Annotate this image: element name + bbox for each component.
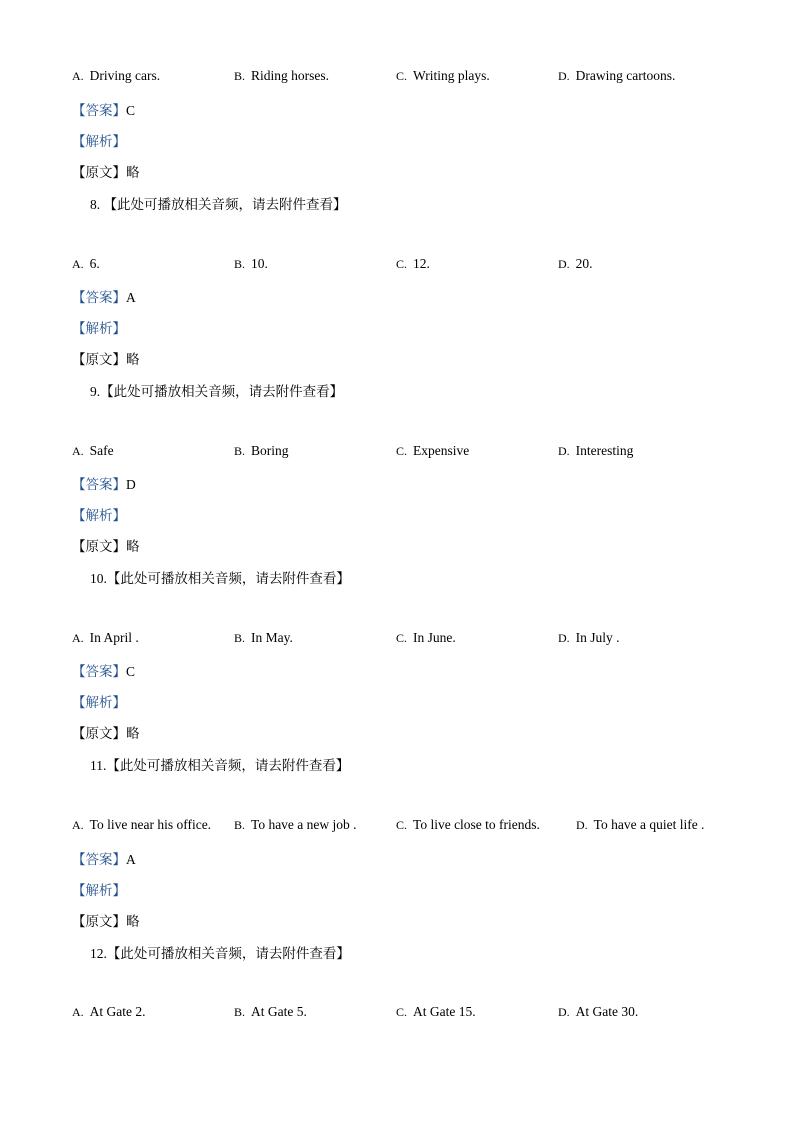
option-d: D. Drawing cartoons. <box>558 68 676 83</box>
transcript-line: 【原文】略 <box>72 539 140 554</box>
answer-line: 【答案】A <box>72 852 136 867</box>
transcript-line: 【原文】略 <box>72 352 140 367</box>
option-b: B. In May. <box>234 630 293 645</box>
answer-line: 【答案】A <box>72 290 136 305</box>
option-b: B. To have a new job . <box>234 817 357 832</box>
question-12: 12.【此处可播放相关音频，请去附件查看】 <box>90 946 350 961</box>
options-row <box>72 443 772 463</box>
analysis-line: 【解析】 <box>72 508 126 523</box>
option-a: A. At Gate 2. <box>72 1004 146 1019</box>
option-d: D. In July . <box>558 630 620 645</box>
option-c: C. To live close to friends. <box>396 817 540 832</box>
audio-note: 【此处可播放相关音频，请去附件查看】 <box>103 197 347 212</box>
transcript-line: 【原文】略 <box>72 914 140 929</box>
option-a: A. Safe <box>72 443 114 458</box>
answer-line: 【答案】C <box>72 664 136 679</box>
option-b: B. 10. <box>234 256 268 271</box>
option-c: C. Writing plays. <box>396 68 490 83</box>
option-d: D. Interesting <box>558 443 634 458</box>
analysis-line: 【解析】 <box>72 321 126 336</box>
answer-line: 【答案】C <box>72 103 136 118</box>
options-row <box>72 68 772 88</box>
analysis-line: 【解析】 <box>72 134 126 149</box>
question-10: 10.【此处可播放相关音频，请去附件查看】 <box>90 571 350 586</box>
option-c: C. Expensive <box>396 443 470 458</box>
transcript-line: 【原文】略 <box>72 726 140 741</box>
option-a: A. In April . <box>72 630 139 645</box>
option-c: C. In June. <box>396 630 456 645</box>
analysis-line: 【解析】 <box>72 883 126 898</box>
audio-note: 【此处可播放相关音频，请去附件查看】 <box>106 946 350 961</box>
audio-note: 【此处可播放相关音频，请去附件查看】 <box>106 571 350 586</box>
options-row <box>72 817 772 837</box>
option-d: D. 20. <box>558 256 593 271</box>
option-d: D. To have a quiet life . <box>576 817 705 832</box>
option-c: C. At Gate 15. <box>396 1004 476 1019</box>
question-8: 8. 【此处可播放相关音频，请去附件查看】 <box>90 197 347 212</box>
answer-line: 【答案】D <box>72 477 136 492</box>
analysis-line: 【解析】 <box>72 695 126 710</box>
option-c: C. 12. <box>396 256 430 271</box>
option-a: A. Driving cars. <box>72 68 161 83</box>
options-row <box>72 1004 772 1024</box>
transcript-line: 【原文】略 <box>72 165 140 180</box>
audio-note: 【此处可播放相关音频，请去附件查看】 <box>106 758 350 773</box>
option-a: A. 6. <box>72 256 100 271</box>
question-9: 9.【此处可播放相关音频，请去附件查看】 <box>90 384 344 399</box>
question-11: 11.【此处可播放相关音频，请去附件查看】 <box>90 758 350 773</box>
options-row <box>72 630 772 650</box>
option-a: A. To live near his office. <box>72 817 212 832</box>
option-b: B. Boring <box>234 443 289 458</box>
options-row <box>72 256 772 276</box>
audio-note: 【此处可播放相关音频，请去附件查看】 <box>100 384 344 399</box>
option-d: D. At Gate 30. <box>558 1004 639 1019</box>
option-b: B. Riding horses. <box>234 68 330 83</box>
option-b: B. At Gate 5. <box>234 1004 307 1019</box>
